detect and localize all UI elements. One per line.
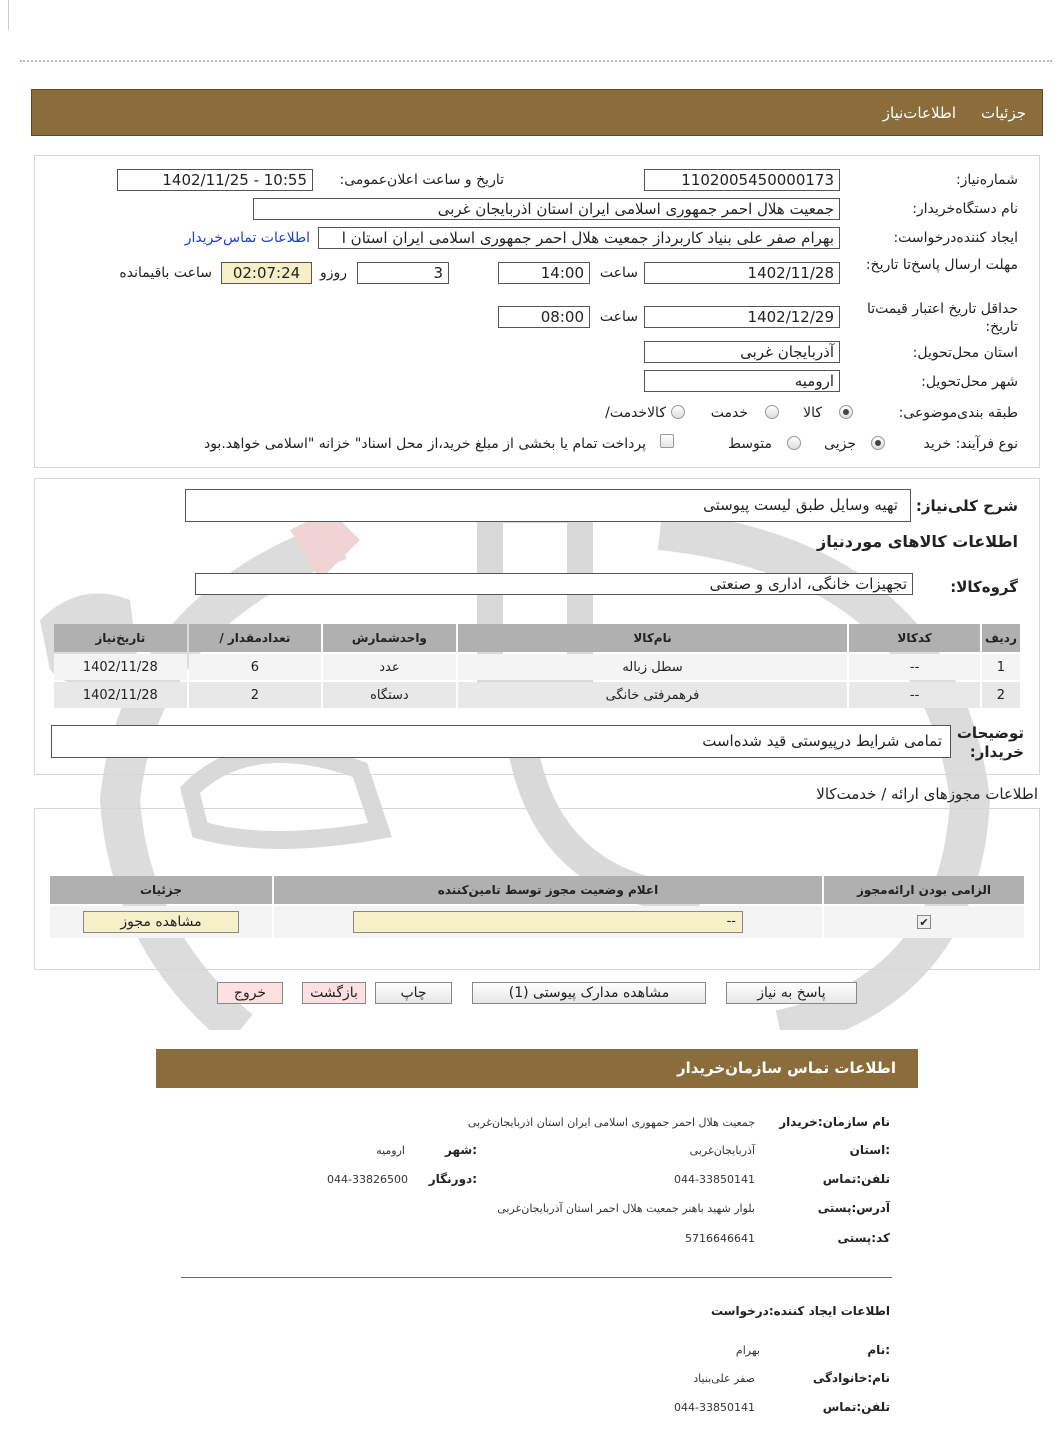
buyer-org-field: جمعیت هلال احمر جمهوری اسلامی ایران استان اذربایجان غربی (253, 198, 840, 220)
postal-code-value: 5716646641 (685, 1232, 755, 1245)
buyer-notes-field: تمامی شرایط درپیوستی قید شده‌است (51, 725, 951, 758)
need-summary-label: شرح کلی‌نیاز: (915, 497, 1018, 515)
contact-header-title: اطلاعات تماس سازمان‌خریدار (676, 1059, 896, 1077)
process-minor-radio[interactable] (871, 436, 885, 450)
phone-label: تلفن:تماس (822, 1172, 890, 1186)
reply-button[interactable]: پاسخ به نیاز (726, 982, 857, 1004)
reply-deadline-label: مهلت ارسال پاسخ‌تا تاریخ: (865, 257, 1018, 273)
category-label: طبقه بندی‌موضوعی: (898, 405, 1018, 421)
city-value: ارومیه (376, 1144, 405, 1157)
creator-title: اطلاعات ایجاد کننده:درخواست (710, 1304, 890, 1318)
treasury-payment-note: پرداخت تمام یا بخشی از مبلغ خرید،از محل اسناد" خزانه "اسلامی خواهد.بود (203, 436, 646, 452)
buyer-org-label: نام دستگاه‌خریدار: (912, 201, 1018, 217)
reply-time-label: ساعت (599, 265, 638, 281)
cell-name: سطل زباله (458, 654, 848, 680)
need-number-label: شماره‌نیاز: (955, 172, 1018, 188)
delivery-city-label: شهر محل‌تحویل: (921, 374, 1018, 390)
delivery-province-label: استان محل‌تحویل: (912, 345, 1018, 361)
creator-family-label: نام:خانوادگی (812, 1371, 890, 1385)
goods-group-field: تجهیزات خانگی، اداری و صنعتی (195, 573, 913, 595)
goods-section-title: اطلاعات کالاهای مورد‌نیاز (817, 532, 1018, 551)
delivery-province-field: آذربایجان غربی (644, 341, 840, 363)
tab-details[interactable]: جزئیات (981, 104, 1026, 122)
view-license-button[interactable]: مشاهده مجوز (83, 911, 239, 933)
category-goods-service-label: کالا‌خدمت/ (605, 405, 666, 421)
creator-phone-label: تلفن:تماس (822, 1400, 890, 1414)
days-field: 3 (357, 262, 449, 284)
table-row (54, 682, 1020, 708)
need-number-field: 1102005450000173 (644, 169, 840, 191)
category-service-label: خدمت (710, 405, 748, 421)
licenses-title: اطلاعات مجوزهای ارائه / خدمت‌کالا (816, 785, 1038, 803)
col-license-details: جزئیات (50, 876, 272, 904)
org-value: جمعیت هلال احمر جمهوری اسلامی ایران استان اذربایجان‌غربی (467, 1116, 755, 1129)
process-medium-radio[interactable] (787, 436, 801, 450)
creator-family-value: صفر علی‌بنیاد (693, 1372, 755, 1385)
price-validity-date-field: 1402/12/29 (644, 306, 840, 328)
col-need-date: تاریخ‌نیاز (54, 624, 187, 652)
cell-need-date: 1402/11/28 (54, 682, 187, 708)
creator-name-value: بهرام (735, 1344, 760, 1357)
process-type-label: نوع فرآیند: خرید (923, 436, 1018, 452)
cell-unit: دستگاه (323, 682, 456, 708)
cell-row: 1 (982, 654, 1020, 680)
treasury-payment-checkbox[interactable] (660, 434, 674, 448)
fax-value: 044-33826500 (327, 1173, 408, 1186)
buyer-contact-link[interactable]: اطلاعات تماس‌خریدار (184, 230, 310, 246)
price-validity-time-field: 08:00 (498, 306, 590, 328)
remaining-time-label: ساعت باقیمانده (119, 265, 212, 281)
requester-label: ایجاد کننده‌درخواست: (893, 230, 1018, 246)
contact-divider (181, 1277, 892, 1278)
license-required-checkbox[interactable]: ✔ (917, 915, 931, 929)
address-value: بلوار شهید باهنر جمعیت هلال احمر استان آذربایجان‌غربی (497, 1202, 755, 1215)
cell-unit: عدد (323, 654, 456, 680)
creator-name-label: :نام (867, 1343, 890, 1357)
col-license-status: اعلام وضعیت مجوز توسط تامین‌کننده (274, 876, 822, 904)
cell-row: 2 (982, 682, 1020, 708)
announce-date-field: 1402/11/25 - 10:55 (117, 169, 313, 191)
col-row: ردیف (982, 624, 1020, 652)
exit-button[interactable]: خروج (217, 982, 283, 1004)
col-license-required: الزامی بودن ارائه‌مجوز (824, 876, 1024, 904)
cell-code: -- (849, 682, 980, 708)
category-goods-service-radio[interactable] (671, 405, 685, 419)
city-label: :شهر (445, 1143, 477, 1157)
process-medium-label: متوسط (728, 436, 772, 452)
reply-date-field: 1402/11/28 (644, 262, 840, 284)
price-validity-time-label: ساعت (599, 309, 638, 325)
postal-code-label: کد:پستی (837, 1231, 890, 1245)
requester-field: بهرام صفر علی بنیاد کاربرداز جمعیت هلال احمر جمهوری اسلامی ایران استان ا (318, 227, 840, 249)
address-label: آدرس:پستی (817, 1201, 890, 1215)
goods-group-label: گروه‌کالا: (950, 578, 1018, 596)
cell-name: فرهمرفتی خانگی (458, 682, 848, 708)
price-validity-label: حداقل تاریخ اعتبار قیمت‌تا تاریخ: (866, 301, 1018, 335)
phone-value: 044-33850141 (674, 1173, 755, 1186)
category-service-radio[interactable] (765, 405, 779, 419)
col-unit: واحدشمارش (323, 624, 456, 652)
attachments-button[interactable]: مشاهده مدارک پیوستی (1) (472, 982, 706, 1004)
tab-need-info[interactable]: اطلاعات‌نیاز (882, 104, 956, 122)
col-code: کدکالا (849, 624, 980, 652)
need-summary-field: تهیه وسایل طبق لیست پیوستی (185, 489, 911, 522)
remaining-time-field: 02:07:24 (221, 262, 312, 284)
org-label: نام سازمان:خریدار (779, 1115, 890, 1129)
col-name: نام‌کالا (458, 624, 848, 652)
category-goods-radio[interactable] (839, 405, 853, 419)
cell-quantity: 2 (189, 682, 322, 708)
buyer-notes-label: توضیحات خریدار: (956, 724, 1024, 761)
license-status-field: -- (353, 911, 743, 933)
top-dotted-rule (20, 60, 1052, 62)
print-button[interactable]: چاپ (375, 982, 452, 1004)
goods-table (52, 622, 1022, 710)
left-border-line (8, 0, 9, 30)
fax-label: :دورنگار (428, 1172, 477, 1186)
province-label: :استان (849, 1143, 890, 1157)
cell-code: -- (849, 654, 980, 680)
announce-date-label: تاریخ و ساعت اعلان‌عمومی: (339, 172, 504, 188)
category-goods-label: کالا (803, 405, 822, 421)
back-button[interactable]: بازگشت (302, 982, 366, 1004)
creator-phone-value: 044-33850141 (674, 1401, 755, 1414)
delivery-city-field: ارومیه (644, 370, 840, 392)
col-quantity: تعدادمقدار / (189, 624, 322, 652)
cell-need-date: 1402/11/28 (54, 654, 187, 680)
cell-quantity: 6 (189, 654, 322, 680)
table-row (54, 654, 1020, 680)
licenses-table (48, 874, 1026, 940)
province-value: آذربایجان‌غربی (689, 1144, 755, 1157)
reply-time-field: 14:00 (498, 262, 590, 284)
process-minor-label: جزیی (824, 436, 856, 452)
table-row (50, 906, 1024, 938)
days-label: روزو (319, 265, 347, 281)
